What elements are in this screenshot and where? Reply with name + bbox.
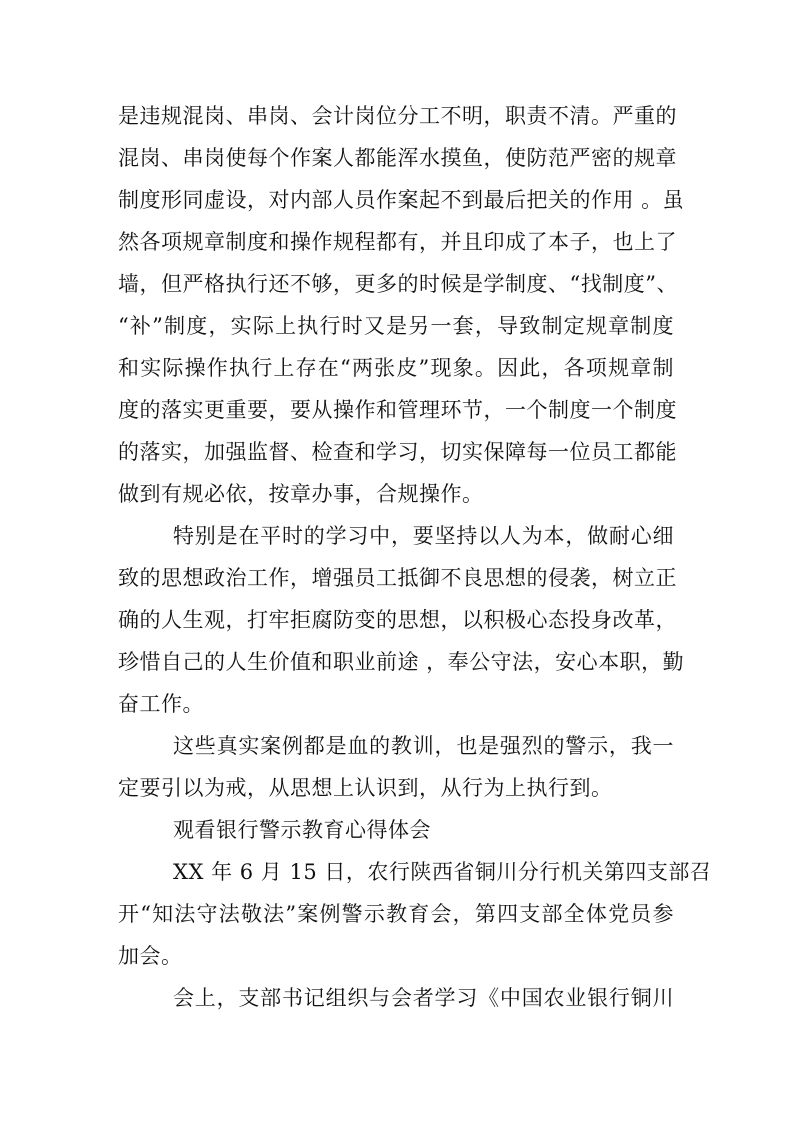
paragraph-line: 加会。 xyxy=(118,944,183,968)
paragraph-line: 确的人生观，打牢拒腐防变的思想，以积极心态投身改革， xyxy=(118,608,677,632)
paragraph-line: 会上，支部书记组织与会者学习《中国农业银行铜川 xyxy=(173,986,674,1010)
paragraph-line: 制度形同虚设，对内部人员作案起不到最后把关的作用 。虽 xyxy=(118,188,685,212)
paragraph-line: XX 年 6 月 15 日，农行陕西省铜川分行机关第四支部召 xyxy=(173,860,712,884)
paragraph-line: 墙，但严格执行还不够，更多的时候是学制度、“找制度”、 xyxy=(118,272,678,296)
paragraph-line: “补”制度，实际上执行时又是另一套，导致制定规章制度 xyxy=(118,314,674,338)
paragraph-line: 度的落实更重要，要从操作和管理环节，一个制度一个制度 xyxy=(118,398,677,422)
paragraph-line: 奋工作。 xyxy=(118,692,204,716)
paragraph-line: 混岗、串岗使每个作案人都能浑水摸鱼，使防范严密的规章 xyxy=(118,146,677,170)
paragraph-line: 这些真实案例都是血的教训，也是强烈的警示，我一 xyxy=(173,734,674,758)
paragraph-line: 特别是在平时的学习中，要坚持以人为本，做耐心细 xyxy=(173,524,674,548)
paragraph-line: 定要引以为戒，从思想上认识到，从行为上执行到。 xyxy=(118,776,613,800)
paragraph-line: 做到有规必依，按章办事，合规操作。 xyxy=(118,482,484,506)
paragraph-line: 然各项规章制度和操作规程都有，并且印成了本子，也上了 xyxy=(118,230,677,254)
paragraph-line: 珍惜自己的人生价值和职业前途 ，奉公守法，安心本职，勤 xyxy=(118,650,685,674)
paragraph-line: 的落实，加强监督、检查和学习，切实保障每一位员工都能 xyxy=(118,440,677,464)
paragraph-line: 开“知法守法敬法”案例警示教育会，第四支部全体党员参 xyxy=(118,902,674,926)
paragraph-line: 是违规混岗、串岗、会计岗位分工不明，职责不清。严重的 xyxy=(118,104,677,128)
section-heading: 观看银行警示教育心得体会 xyxy=(173,818,431,842)
document-page xyxy=(118,0,712,1123)
paragraph-line: 和实际操作执行上存在“两张皮”现象。因此，各项规章制 xyxy=(118,356,674,380)
paragraph-line: 致的思想政治工作，增强员工抵御不良思想的侵袭，树立正 xyxy=(118,566,677,590)
